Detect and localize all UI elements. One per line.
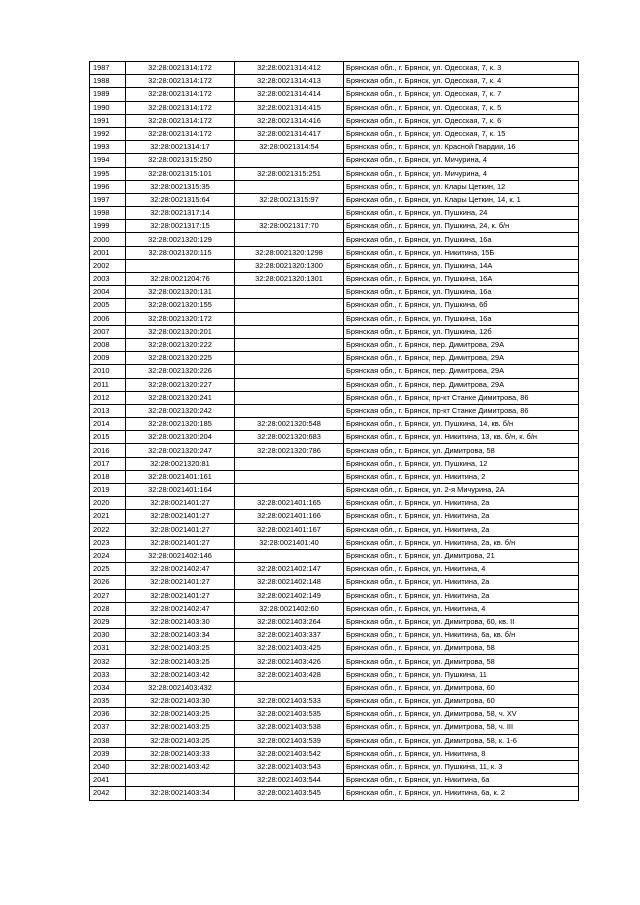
- row-number-cell: 2024: [90, 549, 126, 562]
- address-cell: Брянская обл., г. Брянск, ул. Одесская, 7, к. 7: [344, 88, 579, 101]
- cadastral-number-cell: 32:28:0021320:1300: [235, 259, 344, 272]
- address-cell: Брянская обл., г. Брянск, ул. Пушкина, 16А: [344, 273, 579, 286]
- address-cell: Брянская обл., г. Брянск, ул. 2-я Мичурина, 2А: [344, 484, 579, 497]
- address-cell: Брянская обл., г. Брянск, ул. Пушкина, 12б: [344, 325, 579, 338]
- parent-cadastral-number-cell: [126, 259, 235, 272]
- parent-cadastral-number-cell: 32:28:0021314:172: [126, 127, 235, 140]
- address-cell: Брянская обл., г. Брянск, ул. Пушкина, 14А: [344, 259, 579, 272]
- address-cell: Брянская обл., г. Брянск, ул. Никитина, 6а, кв. б/н: [344, 629, 579, 642]
- address-cell: Брянская обл., г. Брянск, ул. Пушкина, 24: [344, 207, 579, 220]
- parent-cadastral-number-cell: 32:28:0021315:64: [126, 193, 235, 206]
- parent-cadastral-number-cell: 32:28:0021315:101: [126, 167, 235, 180]
- address-cell: Брянская обл., г. Брянск, ул. Пушкина, 11, к. 3: [344, 760, 579, 773]
- table-row: [90, 404, 579, 417]
- table-row: [90, 286, 579, 299]
- row-number-cell: 2006: [90, 312, 126, 325]
- row-number-cell: 2022: [90, 523, 126, 536]
- row-number-cell: 1992: [90, 127, 126, 140]
- cadastral-number-cell: 32:28:0021314:54: [235, 141, 344, 154]
- table-row: [90, 523, 579, 536]
- parent-cadastral-number-cell: 32:28:0021403:25: [126, 734, 235, 747]
- address-cell: Брянская обл., г. Брянск, ул. Никитина, 4: [344, 563, 579, 576]
- table-row: [90, 774, 579, 787]
- cadastral-number-cell: [235, 404, 344, 417]
- parent-cadastral-number-cell: 32:28:0021402:47: [126, 602, 235, 615]
- address-cell: Брянская обл., г. Брянск, ул. Одесская, 7, к. 3: [344, 62, 579, 75]
- table-row: [90, 576, 579, 589]
- row-number-cell: 2007: [90, 325, 126, 338]
- table-row: [90, 444, 579, 457]
- parent-cadastral-number-cell: 32:28:0021403:25: [126, 708, 235, 721]
- cadastral-number-cell: 32:28:0021403:428: [235, 668, 344, 681]
- parent-cadastral-number-cell: 32:28:0021403:25: [126, 642, 235, 655]
- address-cell: Брянская обл., г. Брянск, пер. Димитрова, 29А: [344, 378, 579, 391]
- cadastral-number-cell: 32:28:0021401:167: [235, 523, 344, 536]
- table-row: [90, 365, 579, 378]
- row-number-cell: 1989: [90, 88, 126, 101]
- parent-cadastral-number-cell: 32:28:0021401:27: [126, 589, 235, 602]
- row-number-cell: 2037: [90, 721, 126, 734]
- cadastral-number-cell: [235, 286, 344, 299]
- table-row: [90, 180, 579, 193]
- parent-cadastral-number-cell: 32:28:0021320:129: [126, 233, 235, 246]
- table-row: [90, 655, 579, 668]
- row-number-cell: 2035: [90, 695, 126, 708]
- table-row: [90, 312, 579, 325]
- row-number-cell: 2017: [90, 457, 126, 470]
- table-row: [90, 470, 579, 483]
- cadastral-number-cell: 32:28:0021320:683: [235, 431, 344, 444]
- table-row: [90, 114, 579, 127]
- parent-cadastral-number-cell: 32:28:0021315:35: [126, 180, 235, 193]
- table-row: [90, 75, 579, 88]
- parent-cadastral-number-cell: 32:28:0021401:27: [126, 523, 235, 536]
- parent-cadastral-number-cell: 32:28:0021314:17: [126, 141, 235, 154]
- parent-cadastral-number-cell: 32:28:0021320:81: [126, 457, 235, 470]
- table-row: [90, 233, 579, 246]
- address-cell: Брянская обл., г. Брянск, ул. Никитина, 2а: [344, 589, 579, 602]
- cadastral-number-cell: 32:28:0021403:538: [235, 721, 344, 734]
- table-row: [90, 615, 579, 628]
- table-body: [90, 62, 579, 801]
- row-number-cell: 2034: [90, 681, 126, 694]
- parent-cadastral-number-cell: 32:28:0021320:242: [126, 404, 235, 417]
- address-cell: Брянская обл., г. Брянск, ул. Пушкина, 16а: [344, 233, 579, 246]
- cadastral-number-cell: [235, 154, 344, 167]
- table-row: [90, 259, 579, 272]
- table-row: [90, 246, 579, 259]
- table-row: [90, 602, 579, 615]
- table-row: [90, 497, 579, 510]
- row-number-cell: 2014: [90, 418, 126, 431]
- row-number-cell: 1999: [90, 220, 126, 233]
- address-cell: Брянская обл., г. Брянск, пер. Димитрова, 29А: [344, 365, 579, 378]
- table-row: [90, 220, 579, 233]
- parent-cadastral-number-cell: 32:28:0021320:185: [126, 418, 235, 431]
- cadastral-number-cell: [235, 352, 344, 365]
- cadastral-number-cell: 32:28:0021320:786: [235, 444, 344, 457]
- parent-cadastral-number-cell: 32:28:0021317:15: [126, 220, 235, 233]
- cadastral-number-cell: [235, 338, 344, 351]
- table-row: [90, 127, 579, 140]
- row-number-cell: 2033: [90, 668, 126, 681]
- address-cell: Брянская обл., г. Брянск, ул. Никитина, 2а, кв. б/н: [344, 536, 579, 549]
- table-row: [90, 338, 579, 351]
- address-cell: Брянская обл., г. Брянск, ул. Одесская, 7, к. 15: [344, 127, 579, 140]
- cadastral-number-cell: 32:28:0021320:1298: [235, 246, 344, 259]
- parent-cadastral-number-cell: 32:28:0021317:14: [126, 207, 235, 220]
- address-cell: Брянская обл., г. Брянск, ул. Никитина, 15Б: [344, 246, 579, 259]
- row-number-cell: 2001: [90, 246, 126, 259]
- cadastral-number-cell: 32:28:0021403:539: [235, 734, 344, 747]
- parent-cadastral-number-cell: 32:28:0021403:25: [126, 655, 235, 668]
- address-cell: Брянская обл., г. Брянск, ул. Пушкина, 14, кв. б/н: [344, 418, 579, 431]
- parent-cadastral-number-cell: 32:28:0021320:155: [126, 299, 235, 312]
- cadastral-number-cell: 32:28:0021315:251: [235, 167, 344, 180]
- address-cell: Брянская обл., г. Брянск, ул. Клары Цеткин, 14, к. 1: [344, 193, 579, 206]
- table-row: [90, 563, 579, 576]
- table-row: [90, 668, 579, 681]
- cadastral-number-cell: 32:28:0021401:40: [235, 536, 344, 549]
- row-number-cell: 2020: [90, 497, 126, 510]
- cadastral-number-cell: 32:28:0021402:60: [235, 602, 344, 615]
- table-row: [90, 549, 579, 562]
- row-number-cell: 2013: [90, 404, 126, 417]
- address-cell: Брянская обл., г. Брянск, ул. Димитрова, 60: [344, 695, 579, 708]
- address-cell: Брянская обл., г. Брянск, ул. Никитина, 6а, к. 2: [344, 787, 579, 800]
- table-row: [90, 378, 579, 391]
- cadastral-number-cell: [235, 233, 344, 246]
- cadastral-number-cell: [235, 391, 344, 404]
- parent-cadastral-number-cell: 32:28:0021403:34: [126, 787, 235, 800]
- cadastral-number-cell: 32:28:0021402:148: [235, 576, 344, 589]
- table-row: [90, 299, 579, 312]
- row-number-cell: 2025: [90, 563, 126, 576]
- cadastral-number-cell: 32:28:0021315:97: [235, 193, 344, 206]
- row-number-cell: 2032: [90, 655, 126, 668]
- address-cell: Брянская обл., г. Брянск, ул. Никитина, 2а: [344, 523, 579, 536]
- address-cell: Брянская обл., г. Брянск, ул. Никитина, 2а: [344, 576, 579, 589]
- cadastral-number-cell: [235, 325, 344, 338]
- cadastral-number-cell: [235, 312, 344, 325]
- address-cell: Брянская обл., г. Брянск, ул. Никитина, 4: [344, 602, 579, 615]
- table-row: [90, 193, 579, 206]
- row-number-cell: 1987: [90, 62, 126, 75]
- table-row: [90, 391, 579, 404]
- address-cell: Брянская обл., г. Брянск, пр-кт Станке Димитрова, 86: [344, 404, 579, 417]
- row-number-cell: 2039: [90, 747, 126, 760]
- parent-cadastral-number-cell: 32:28:0021314:172: [126, 114, 235, 127]
- parent-cadastral-number-cell: 32:28:0021314:172: [126, 62, 235, 75]
- row-number-cell: 1993: [90, 141, 126, 154]
- address-cell: Брянская обл., г. Брянск, ул. Димитрова, 58, ч. III: [344, 721, 579, 734]
- parent-cadastral-number-cell: 32:28:0021315:250: [126, 154, 235, 167]
- cadastral-number-cell: 32:28:0021317:70: [235, 220, 344, 233]
- address-cell: Брянская обл., г. Брянск, ул. Одесская, 7, к. 4: [344, 75, 579, 88]
- cadastral-number-cell: [235, 299, 344, 312]
- address-cell: Брянская обл., г. Брянск, ул. Пушкина, 24, к. б/н: [344, 220, 579, 233]
- address-cell: Брянская обл., г. Брянск, ул. Одесская, 7, к. 5: [344, 101, 579, 114]
- parent-cadastral-number-cell: 32:28:0021403:25: [126, 721, 235, 734]
- cadastral-number-cell: 32:28:0021401:165: [235, 497, 344, 510]
- table-row: [90, 695, 579, 708]
- row-number-cell: 2040: [90, 760, 126, 773]
- parent-cadastral-number-cell: 32:28:0021401:27: [126, 536, 235, 549]
- table-row: [90, 536, 579, 549]
- parent-cadastral-number-cell: 32:28:0021403:34: [126, 629, 235, 642]
- address-cell: Брянская обл., г. Брянск, ул. Димитрова, 58: [344, 655, 579, 668]
- parent-cadastral-number-cell: 32:28:0021320:172: [126, 312, 235, 325]
- row-number-cell: 2008: [90, 338, 126, 351]
- cadastral-number-cell: 32:28:0021320:1301: [235, 273, 344, 286]
- parent-cadastral-number-cell: 32:28:0021403:30: [126, 695, 235, 708]
- address-cell: Брянская обл., г. Брянск, ул. Никитина, 6а: [344, 774, 579, 787]
- cadastral-number-cell: 32:28:0021314:417: [235, 127, 344, 140]
- table-row: [90, 760, 579, 773]
- parent-cadastral-number-cell: 32:28:0021403:432: [126, 681, 235, 694]
- parent-cadastral-number-cell: 32:28:0021402:47: [126, 563, 235, 576]
- cadastral-number-cell: 32:28:0021403:426: [235, 655, 344, 668]
- cadastral-number-cell: [235, 180, 344, 193]
- table-row: [90, 62, 579, 75]
- cadastral-number-cell: 32:28:0021402:149: [235, 589, 344, 602]
- row-number-cell: 2030: [90, 629, 126, 642]
- cadastral-number-cell: [235, 549, 344, 562]
- table-row: [90, 589, 579, 602]
- address-cell: Брянская обл., г. Брянск, ул. Димитрова, 60: [344, 681, 579, 694]
- table-row: [90, 431, 579, 444]
- table-row: [90, 88, 579, 101]
- table-row: [90, 352, 579, 365]
- cadastral-number-cell: [235, 681, 344, 694]
- row-number-cell: 2009: [90, 352, 126, 365]
- cadastral-number-cell: [235, 365, 344, 378]
- row-number-cell: 2038: [90, 734, 126, 747]
- property-register-table: [89, 61, 579, 801]
- row-number-cell: 2016: [90, 444, 126, 457]
- table-row: [90, 457, 579, 470]
- table-row: [90, 721, 579, 734]
- parent-cadastral-number-cell: 32:28:0021403:30: [126, 615, 235, 628]
- parent-cadastral-number-cell: 32:28:0021403:33: [126, 747, 235, 760]
- table-row: [90, 167, 579, 180]
- row-number-cell: 2041: [90, 774, 126, 787]
- parent-cadastral-number-cell: 32:28:0021320:225: [126, 352, 235, 365]
- row-number-cell: 2019: [90, 484, 126, 497]
- parent-cadastral-number-cell: 32:28:0021320:226: [126, 365, 235, 378]
- row-number-cell: 2012: [90, 391, 126, 404]
- parent-cadastral-number-cell: 32:28:0021314:172: [126, 101, 235, 114]
- cadastral-number-cell: [235, 484, 344, 497]
- row-number-cell: 2010: [90, 365, 126, 378]
- address-cell: Брянская обл., г. Брянск, ул. Димитрова, 58, к. 1-6: [344, 734, 579, 747]
- row-number-cell: 2021: [90, 510, 126, 523]
- row-number-cell: 2015: [90, 431, 126, 444]
- parent-cadastral-number-cell: 32:28:0021401:161: [126, 470, 235, 483]
- address-cell: Брянская обл., г. Брянск, ул. Клары Цеткин, 12: [344, 180, 579, 193]
- cadastral-number-cell: 32:28:0021402:147: [235, 563, 344, 576]
- parent-cadastral-number-cell: 32:28:0021314:172: [126, 75, 235, 88]
- table-row: [90, 418, 579, 431]
- table-row: [90, 141, 579, 154]
- row-number-cell: 1997: [90, 193, 126, 206]
- address-cell: Брянская обл., г. Брянск, пер. Димитрова, 29А: [344, 352, 579, 365]
- address-cell: Брянская обл., г. Брянск, ул. Мичурина, 4: [344, 167, 579, 180]
- row-number-cell: 2026: [90, 576, 126, 589]
- parent-cadastral-number-cell: 32:28:0021401:27: [126, 576, 235, 589]
- parent-cadastral-number-cell: 32:28:0021402:146: [126, 549, 235, 562]
- address-cell: Брянская обл., г. Брянск, ул. Димитрова, 58: [344, 642, 579, 655]
- row-number-cell: 2023: [90, 536, 126, 549]
- address-cell: Брянская обл., г. Брянск, ул. Пушкина, 12: [344, 457, 579, 470]
- parent-cadastral-number-cell: 32:28:0021401:27: [126, 497, 235, 510]
- cadastral-number-cell: 32:28:0021314:416: [235, 114, 344, 127]
- cadastral-number-cell: 32:28:0021403:264: [235, 615, 344, 628]
- address-cell: Брянская обл., г. Брянск, ул. Никитина, 8: [344, 747, 579, 760]
- address-cell: Брянская обл., г. Брянск, ул. Пушкина, 16а: [344, 286, 579, 299]
- table-row: [90, 510, 579, 523]
- cadastral-number-cell: 32:28:0021401:166: [235, 510, 344, 523]
- cadastral-number-cell: 32:28:0021314:413: [235, 75, 344, 88]
- cadastral-number-cell: 32:28:0021403:545: [235, 787, 344, 800]
- cadastral-number-cell: 32:28:0021403:425: [235, 642, 344, 655]
- cadastral-number-cell: 32:28:0021320:548: [235, 418, 344, 431]
- row-number-cell: 1995: [90, 167, 126, 180]
- row-number-cell: 2000: [90, 233, 126, 246]
- cadastral-number-cell: [235, 378, 344, 391]
- parent-cadastral-number-cell: 32:28:0021320:222: [126, 338, 235, 351]
- table-row: [90, 101, 579, 114]
- table-row: [90, 747, 579, 760]
- row-number-cell: 2003: [90, 273, 126, 286]
- address-cell: Брянская обл., г. Брянск, ул. Димитрова, 21: [344, 549, 579, 562]
- address-cell: Брянская обл., г. Брянск, ул. Димитрова, 58: [344, 444, 579, 457]
- row-number-cell: 1990: [90, 101, 126, 114]
- address-cell: Брянская обл., г. Брянск, ул. Димитрова, 58, ч. XV: [344, 708, 579, 721]
- address-cell: Брянская обл., г. Брянск, ул. Никитина, 2а: [344, 497, 579, 510]
- table-row: [90, 629, 579, 642]
- table-row: [90, 708, 579, 721]
- address-cell: Брянская обл., г. Брянск, ул. Пушкина, 11: [344, 668, 579, 681]
- address-cell: Брянская обл., г. Брянск, ул. Мичурина, 4: [344, 154, 579, 167]
- parent-cadastral-number-cell: 32:28:0021320:131: [126, 286, 235, 299]
- parent-cadastral-number-cell: 32:28:0021403:42: [126, 668, 235, 681]
- table-row: [90, 325, 579, 338]
- row-number-cell: 2028: [90, 602, 126, 615]
- row-number-cell: 2042: [90, 787, 126, 800]
- table-row: [90, 642, 579, 655]
- parent-cadastral-number-cell: 32:28:0021320:204: [126, 431, 235, 444]
- row-number-cell: 2018: [90, 470, 126, 483]
- parent-cadastral-number-cell: 32:28:0021320:247: [126, 444, 235, 457]
- address-cell: Брянская обл., г. Брянск, ул. Пушкина, 16а: [344, 312, 579, 325]
- address-cell: Брянская обл., г. Брянск, пр-кт Станке Димитрова, 86: [344, 391, 579, 404]
- cadastral-number-cell: 32:28:0021314:415: [235, 101, 344, 114]
- row-number-cell: 1991: [90, 114, 126, 127]
- row-number-cell: 2004: [90, 286, 126, 299]
- row-number-cell: 2031: [90, 642, 126, 655]
- parent-cadastral-number-cell: [126, 774, 235, 787]
- cadastral-number-cell: 32:28:0021314:414: [235, 88, 344, 101]
- table-row: [90, 273, 579, 286]
- row-number-cell: 1994: [90, 154, 126, 167]
- address-cell: Брянская обл., г. Брянск, ул. Никитина, 2: [344, 470, 579, 483]
- parent-cadastral-number-cell: 32:28:0021401:27: [126, 510, 235, 523]
- table-row: [90, 154, 579, 167]
- parent-cadastral-number-cell: 32:28:0021314:172: [126, 88, 235, 101]
- address-cell: Брянская обл., г. Брянск, ул. Красной Гвардии, 16: [344, 141, 579, 154]
- row-number-cell: 2011: [90, 378, 126, 391]
- parent-cadastral-number-cell: 32:28:0021403:42: [126, 760, 235, 773]
- table-row: [90, 484, 579, 497]
- cadastral-number-cell: [235, 207, 344, 220]
- cadastral-number-cell: 32:28:0021403:337: [235, 629, 344, 642]
- row-number-cell: 1996: [90, 180, 126, 193]
- parent-cadastral-number-cell: 32:28:0021320:115: [126, 246, 235, 259]
- table-row: [90, 681, 579, 694]
- row-number-cell: 2002: [90, 259, 126, 272]
- row-number-cell: 2029: [90, 615, 126, 628]
- address-cell: Брянская обл., г. Брянск, ул. Никитина, 2а: [344, 510, 579, 523]
- table-row: [90, 207, 579, 220]
- address-cell: Брянская обл., г. Брянск, ул. Димитрова, 60, кв. II: [344, 615, 579, 628]
- row-number-cell: 1998: [90, 207, 126, 220]
- address-cell: Брянская обл., г. Брянск, пер. Димитрова, 29А: [344, 338, 579, 351]
- parent-cadastral-number-cell: 32:28:0021401:164: [126, 484, 235, 497]
- cadastral-number-cell: 32:28:0021314:412: [235, 62, 344, 75]
- address-cell: Брянская обл., г. Брянск, ул. Пушкина, 6б: [344, 299, 579, 312]
- row-number-cell: 2027: [90, 589, 126, 602]
- table-row: [90, 734, 579, 747]
- cadastral-number-cell: 32:28:0021403:543: [235, 760, 344, 773]
- parent-cadastral-number-cell: 32:28:0021320:227: [126, 378, 235, 391]
- cadastral-number-cell: [235, 457, 344, 470]
- parent-cadastral-number-cell: 32:28:0021320:241: [126, 391, 235, 404]
- row-number-cell: 2005: [90, 299, 126, 312]
- cadastral-number-cell: 32:28:0021403:542: [235, 747, 344, 760]
- table-row: [90, 787, 579, 800]
- address-cell: Брянская обл., г. Брянск, ул. Одесская, 7, к. 6: [344, 114, 579, 127]
- row-number-cell: 2036: [90, 708, 126, 721]
- parent-cadastral-number-cell: 32:28:0021204:76: [126, 273, 235, 286]
- row-number-cell: 1988: [90, 75, 126, 88]
- cadastral-number-cell: [235, 470, 344, 483]
- cadastral-number-cell: 32:28:0021403:535: [235, 708, 344, 721]
- address-cell: Брянская обл., г. Брянск, ул. Никитина, 13, кв. б/н, к. б/н: [344, 431, 579, 444]
- cadastral-number-cell: 32:28:0021403:544: [235, 774, 344, 787]
- parent-cadastral-number-cell: 32:28:0021320:201: [126, 325, 235, 338]
- cadastral-number-cell: 32:28:0021403:533: [235, 695, 344, 708]
